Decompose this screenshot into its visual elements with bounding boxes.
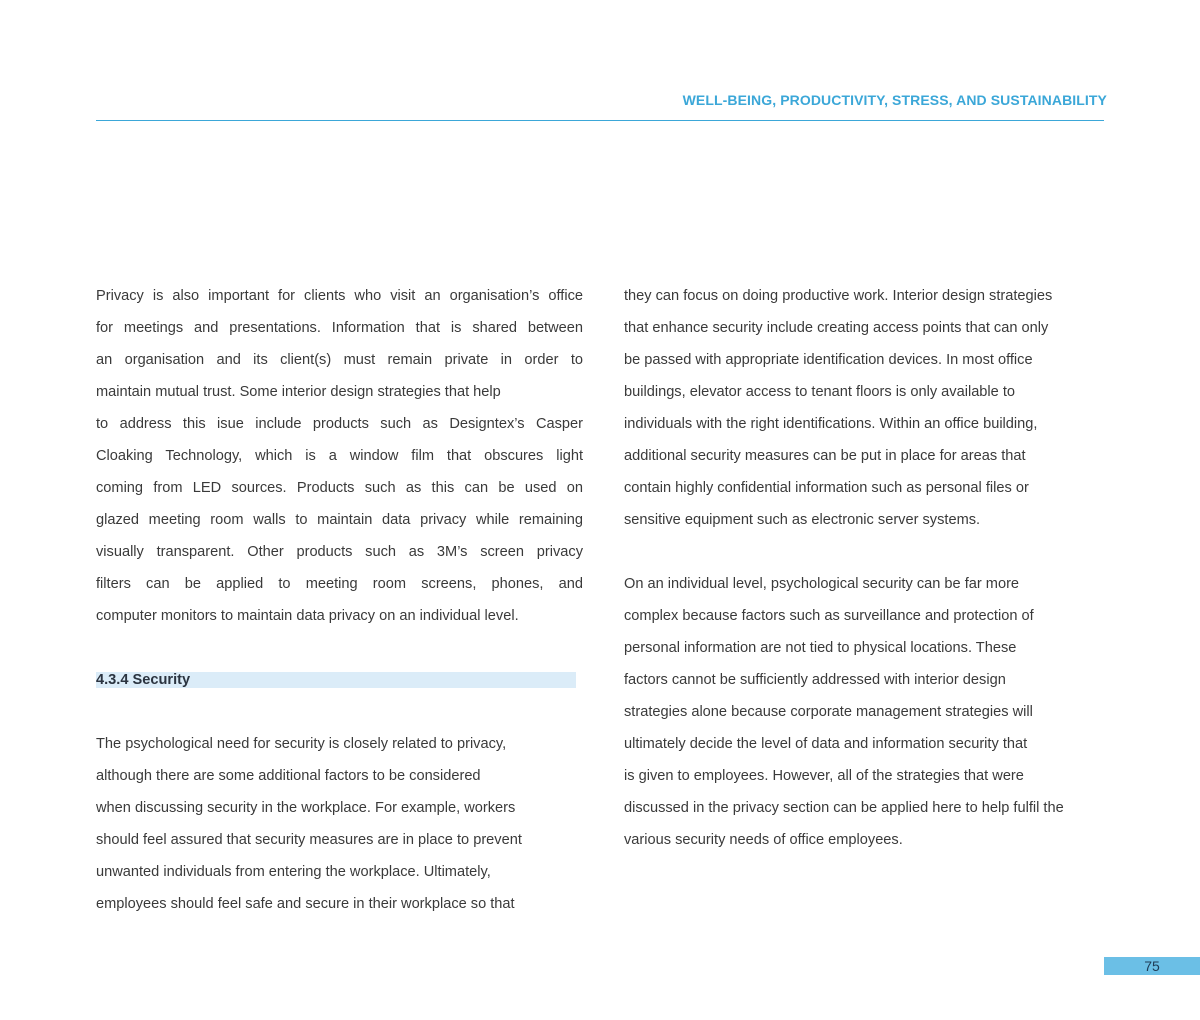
left-column — [96, 280, 583, 920]
body-line: maintain mutual trust. Some interior design strategies that help — [96, 384, 501, 400]
page-number: 75 — [1104, 957, 1200, 975]
body-line: strategies alone because corporate management strategies will — [624, 704, 1033, 720]
body-line: Privacy is also important for clients who visit an organisation’s office — [96, 288, 583, 304]
body-line: various security needs of office employees. — [624, 832, 903, 848]
body-line: coming from LED sources. Products such as this can be used on — [96, 480, 583, 496]
body-line: On an individual level, psychological security can be far more — [624, 576, 1020, 592]
body-line: when discussing security in the workplace. For example, workers — [96, 800, 516, 816]
running-header: WELL-BEING, PRODUCTIVITY, STRESS, AND SUSTAINABILITY — [682, 92, 1107, 108]
body-line: buildings, elevator access to tenant floors is only available to — [624, 384, 1016, 400]
body-line: The psychological need for security is closely related to privacy, — [96, 736, 507, 752]
body-line: unwanted individuals from entering the workplace. Ultimately, — [96, 864, 491, 880]
body-line: additional security measures can be put in place for areas that — [624, 448, 1026, 464]
right-column — [624, 280, 1104, 856]
body-line: ultimately decide the level of data and information security that — [624, 736, 1028, 752]
body-line: be passed with appropriate identification devices. In most office — [624, 352, 1033, 368]
section-heading: 4.3.4 Security — [96, 672, 576, 688]
body-line: Cloaking Technology, which is a window film that obscures light — [96, 448, 583, 464]
body-line: computer monitors to maintain data privacy on an individual level. — [96, 608, 519, 624]
paragraph-spacer — [624, 536, 1104, 568]
body-line: complex because factors such as surveillance and protection of — [624, 608, 1034, 624]
body-line: although there are some additional factors to be considered — [96, 768, 481, 784]
body-line: discussed in the privacy section can be applied here to help fulfil the — [624, 800, 1064, 816]
body-line: personal information are not tied to physical locations. These — [624, 640, 1017, 656]
paragraph-spacer — [96, 696, 583, 728]
body-line: individuals with the right identifications. Within an office building, — [624, 416, 1038, 432]
body-line: employees should feel safe and secure in their workplace so that — [96, 896, 515, 912]
body-line: visually transparent. Other products such as 3M’s screen privacy — [96, 544, 583, 560]
body-line: for meetings and presentations. Information that is shared between — [96, 320, 583, 336]
body-line: sensitive equipment such as electronic server systems. — [624, 512, 981, 528]
body-line: an organisation and its client(s) must remain private in order to — [96, 352, 583, 368]
body-line: filters can be applied to meeting room screens, phones, and — [96, 576, 583, 592]
body-line: that enhance security include creating access points that can only — [624, 320, 1049, 336]
paragraph-spacer — [96, 632, 583, 664]
body-line: is given to employees. However, all of the strategies that were — [624, 768, 1024, 784]
body-line: contain highly confidential information such as personal files or — [624, 480, 1029, 496]
body-line: factors cannot be sufficiently addressed with interior design — [624, 672, 1006, 688]
body-line: to address this isue include products such as Designtex’s Casper — [96, 416, 583, 432]
body-line: glazed meeting room walls to maintain data privacy while remaining — [96, 512, 583, 528]
header-rule — [96, 120, 1104, 121]
body-line: they can focus on doing productive work. Interior design strategies — [624, 288, 1053, 304]
body-line: should feel assured that security measures are in place to prevent — [96, 832, 522, 848]
